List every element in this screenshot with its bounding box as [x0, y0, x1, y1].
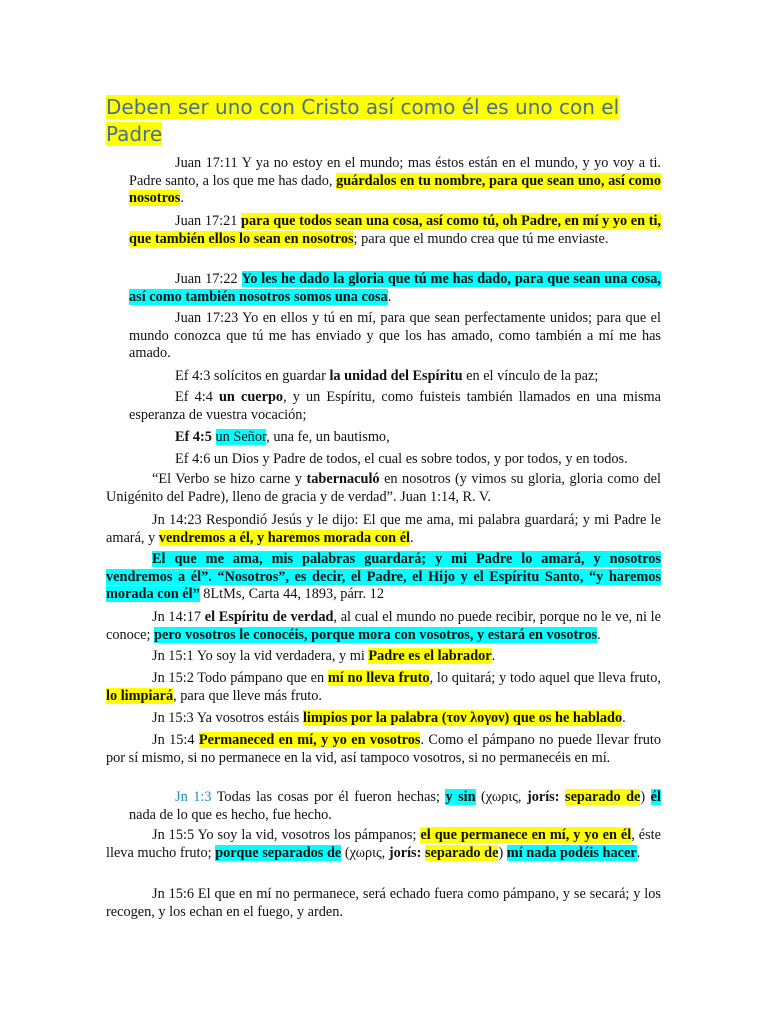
- bold-text: el Espíritu de verdad: [204, 609, 334, 625]
- paragraph-ef-4-5: [129, 429, 661, 447]
- text: [212, 429, 216, 445]
- text: ; para que el mundo crea que tú me enviaste.: [353, 230, 609, 247]
- paragraph-jn-15-6: [106, 886, 661, 921]
- paragraph-juan-17-21: [129, 213, 661, 248]
- bold-text: jorís:: [388, 844, 422, 861]
- text: Jn 15:3 Ya vosotros estáis: [152, 710, 303, 726]
- highlight-yellow: vendremos a él, y haremos morada con él: [158, 529, 411, 546]
- highlight-yellow: separado de: [424, 844, 499, 861]
- paragraph-jn-14-17: [106, 609, 661, 644]
- highlight-yellow: para que todos sean una cosa, así como tú, oh Padre, en mí y yo en ti, que también ellos lo sean en nosotros: [129, 213, 661, 247]
- text: . Como el pámpano no puede llevar fruto por sí mismo, si no permanece en la vid, así tampoco vosotros, si no permanecéis en mí.: [106, 732, 662, 766]
- text: Ef 4:3 solícitos en guardar: [175, 368, 330, 384]
- highlight-cyan: mí nada podéis hacer: [506, 844, 637, 861]
- text: ): [498, 844, 507, 861]
- text: , al cual el mundo no puede recibir, porque no le ve, ni le conoce;: [106, 609, 662, 643]
- text: Jn 15:6 El que en mí no permanece, será echado fuera como pámpano, y se secará; y los recogen, y los echan en el fuego, y arden.: [106, 886, 661, 920]
- text: .: [180, 190, 184, 206]
- title-line-1: Deben ser uno con Cristo así como él es uno con el: [106, 95, 620, 119]
- text: Jn 14:17: [152, 609, 205, 625]
- text: .: [597, 626, 601, 643]
- text: Todas las cosas por él fueron hechas;: [211, 789, 446, 805]
- bold-text: la unidad del Espíritu: [329, 368, 463, 384]
- text: (χωρις,: [475, 789, 527, 805]
- text: .: [491, 648, 496, 664]
- text: , lo quitará; y todo aquel que lleva fruto,: [429, 670, 661, 686]
- highlight-cyan: un Señor: [215, 429, 267, 445]
- text: Ef 4:4: [175, 389, 219, 405]
- bold-text: tabernaculó: [306, 471, 380, 487]
- text: Jn 15:1 Yo soy la vid verdadera, y mi: [152, 648, 369, 664]
- text: Ef 4:6 un Dios y Padre de todos, el cual es sobre todos, y por todos, y en todos.: [175, 451, 628, 467]
- text: .: [636, 844, 641, 861]
- text: Jn 14:23 Respondió Jesús y le dijo: El que me ama, mi palabra guardará; y mi Padre le amará, y: [106, 512, 661, 546]
- text: .: [410, 529, 414, 546]
- highlight-cyan: él: [650, 789, 661, 805]
- bold-text: jorís:: [526, 789, 560, 805]
- text: Juan 17:21: [175, 213, 242, 229]
- highlight-cyan: porque separados de: [215, 844, 342, 861]
- highlight-cyan: pero vosotros le conocéis, porque mora con vosotros, y estará en vosotros: [154, 626, 598, 643]
- text: Juan 17:11 Y ya no estoy en el mundo; mas éstos están en el mundo, y yo voy a ti. Padre santo, a los que me has dado,: [129, 155, 661, 189]
- paragraph-jn-15-2: [106, 670, 661, 705]
- paragraph-el-verbo: [106, 471, 661, 506]
- paragraph-jn-15-3: [106, 710, 661, 728]
- paragraph-jn-15-4: [106, 732, 661, 767]
- text: , una fe, un bautismo,: [266, 429, 390, 445]
- text: , éste lleva mucho fruto;: [106, 827, 661, 861]
- highlight-yellow: separado de: [565, 789, 641, 805]
- paragraph-jn-1-3: [129, 789, 661, 824]
- paragraph-juan-17-11: [129, 155, 661, 208]
- paragraph-juan-17-22: [129, 271, 661, 306]
- text: 8LtMs, Carta 44, 1893, párr. 12: [199, 586, 384, 602]
- text: Juan 17:22: [175, 271, 242, 287]
- highlight-cyan: Yo les he dado la gloria que tú me has dado, para que sean una cosa, así como también nosotros somos una cosa: [129, 271, 661, 305]
- text: nada de lo que es hecho, fue hecho.: [129, 806, 332, 823]
- paragraph-quote-ellen-white: [106, 551, 661, 604]
- highlight-cyan: y sin: [445, 789, 476, 805]
- text: (χωρις,: [341, 844, 389, 861]
- text: .: [387, 288, 392, 305]
- paragraph-ef-4-6: [129, 451, 661, 469]
- highlight-yellow: lo limpiará: [106, 687, 174, 704]
- highlight-yellow: Permaneced en mí, y yo en vosotros: [198, 732, 421, 748]
- verse-link[interactable]: Jn 1:3: [175, 789, 212, 805]
- paragraph-jn-14-23: [106, 512, 661, 547]
- paragraph-ef-4-3: [129, 368, 661, 386]
- highlight-yellow: mí no lleva fruto: [327, 670, 430, 686]
- paragraph-jn-15-1: [106, 648, 661, 666]
- paragraph-juan-17-23: [129, 310, 661, 363]
- text: .: [622, 710, 626, 726]
- text: Juan 17:23 Yo en ellos y tú en mí, para que sean perfectamente unidos; para que el mundo conozca que tú me has enviado y que los has amado, como también a mí me has amado.: [129, 310, 661, 361]
- paragraph-jn-15-5: [106, 827, 661, 862]
- title-line-2: Padre: [106, 122, 163, 146]
- text: Jn 15:5 Yo soy la vid, vosotros los pámpanos;: [152, 827, 421, 843]
- paragraph-ef-4-4: [129, 389, 661, 424]
- text: Jn 15:2 Todo pámpano que en: [152, 670, 328, 686]
- highlight-cyan: El que me ama, mis palabras guardará; y mi Padre lo amará, y nosotros vendremos a él”. “Nosotros”, es decir, el Padre, el Hijo y el Espíritu Santo, “y haremos morada con él”: [106, 551, 661, 602]
- highlight-yellow: limpios por la palabra (τον λογον) que os he hablado: [302, 710, 623, 726]
- text: en el vínculo de la paz;: [462, 368, 599, 384]
- bold-text: Ef 4:5: [175, 429, 212, 445]
- document-title: [106, 94, 666, 148]
- highlight-yellow: Padre es el labrador: [368, 648, 492, 664]
- text: , y un Espíritu, como fuisteis también llamados en una misma esperanza de vuestra vocación;: [129, 389, 661, 423]
- text: ): [640, 789, 651, 805]
- text: , para que lleve más fruto.: [173, 687, 322, 704]
- text: Jn 15:4: [152, 732, 199, 748]
- text: “El Verbo se hizo carne y: [152, 471, 307, 487]
- text: en nosotros (y vimos su gloria, gloria como del Unigénito del Padre), lleno de gracia y de verdad”. Juan 1:14, R. V.: [106, 471, 661, 505]
- bold-text: un cuerpo: [218, 389, 284, 405]
- highlight-yellow: el que permanece en mí, y yo en él: [420, 827, 632, 843]
- highlight-yellow: guárdalos en tu nombre, para que sean uno, así como nosotros: [129, 172, 661, 206]
